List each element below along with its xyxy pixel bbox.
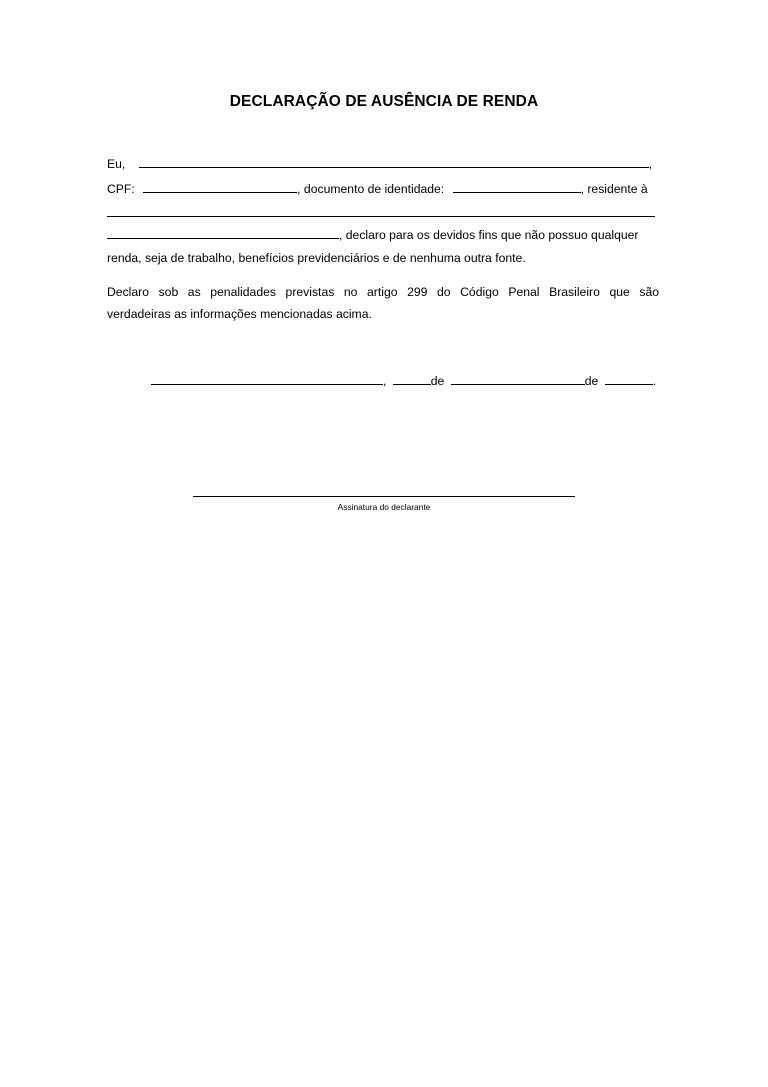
date-line (151, 373, 671, 389)
signature-caption: Assinatura do declarante (337, 502, 431, 512)
name-line (107, 156, 659, 172)
year-blank[interactable] (605, 373, 653, 385)
city-blank[interactable] (151, 373, 383, 385)
date-de-1: de (430, 374, 445, 388)
cpf-line (107, 181, 659, 197)
identity-blank[interactable] (453, 181, 581, 193)
name-blank[interactable] (139, 156, 649, 168)
declaration-line-end: renda, seja de trabalho, benefícios previdenciários e de nenhuma outra fonte. (107, 251, 526, 265)
month-blank[interactable] (451, 373, 585, 385)
identity-label: , documento de identidade: (297, 182, 445, 196)
penalty-line-1: Declaro sob as penalidades previstas no artigo 299 do Código Penal Brasileiro que são (107, 285, 659, 299)
name-tail: , (648, 157, 653, 171)
address-blank[interactable] (107, 216, 655, 217)
signature-line[interactable] (193, 496, 575, 497)
name-lead: Eu, (107, 157, 126, 171)
cpf-blank[interactable] (143, 181, 297, 193)
cpf-lead: CPF: (107, 182, 135, 196)
date-end: . (652, 374, 657, 388)
address-blank-continued[interactable] (107, 227, 339, 239)
document-title: DECLARAÇÃO DE AUSÊNCIA DE RENDA (229, 93, 539, 110)
declaration-text: , declaro para os devidos fins que não possuo qualquer (339, 228, 639, 242)
date-de-2: de (584, 374, 599, 388)
declaration-line (107, 227, 659, 243)
penalty-line-2: verdadeiras as informações mencionadas acima. (107, 307, 372, 321)
day-blank[interactable] (393, 373, 431, 385)
date-comma: , (383, 374, 387, 388)
residence-label: , residente à (580, 182, 648, 196)
